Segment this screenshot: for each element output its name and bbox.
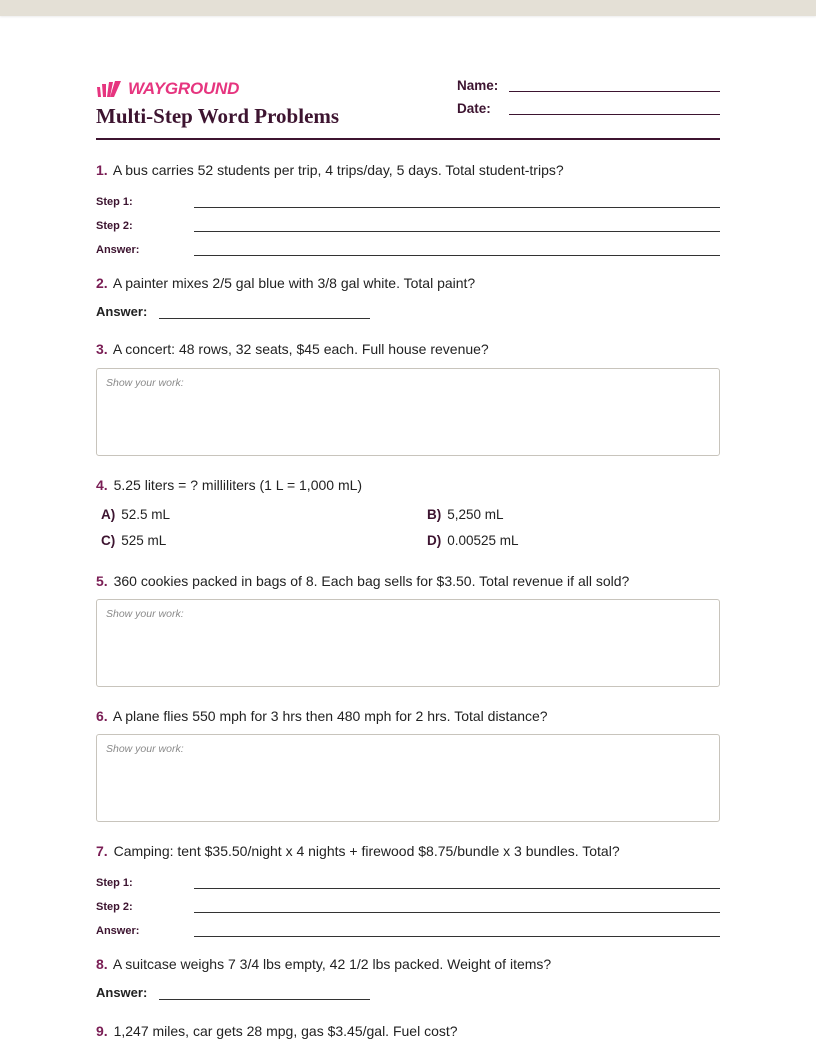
brand (96, 79, 239, 99)
question-4 (96, 477, 720, 493)
question-8 (96, 956, 720, 972)
question-number: 2. (96, 275, 108, 291)
worksheet-page (96, 16, 720, 1039)
question-9 (96, 1023, 720, 1039)
date-field (457, 100, 720, 116)
option-text: 52.5 mL (121, 507, 171, 522)
question-number: 9. (96, 1023, 108, 1039)
question-text: A bus carries 52 students per trip, 4 trips/day, 5 days. Total student-trips? (112, 162, 564, 178)
question-number: 4. (96, 477, 108, 493)
step-1-row (96, 192, 720, 216)
question-text: 1,247 miles, car gets 28 mpg, gas $3.45/gal. Fuel cost? (113, 1023, 458, 1039)
question-text: 360 cookies packed in bags of 8. Each bag sells for $3.50. Total revenue if all sold? (113, 573, 630, 589)
name-line[interactable] (509, 77, 720, 92)
question-text: A suitcase weighs 7 3/4 lbs empty, 42 1/2 lbs packed. Weight of items? (112, 956, 552, 972)
option-letter: D) (427, 533, 442, 548)
option-d[interactable] (427, 533, 519, 548)
work-box-hint: Show your work: (106, 377, 184, 389)
question-number: 8. (96, 956, 108, 972)
brand-name: WAYGROUND (128, 79, 240, 98)
option-letter: C) (101, 533, 116, 548)
question-2 (96, 275, 720, 291)
answer-row (96, 240, 720, 264)
step-1-label: Step 1: (96, 196, 133, 208)
option-b[interactable] (427, 507, 504, 522)
question-5 (96, 573, 720, 589)
step-2-line[interactable] (194, 912, 720, 913)
step-1-row (96, 873, 720, 897)
option-text: 5,250 mL (447, 507, 504, 522)
work-box-hint: Show your work: (106, 743, 184, 755)
question-number: 5. (96, 573, 108, 589)
question-7 (96, 843, 720, 859)
step-1-label: Step 1: (96, 877, 133, 889)
step-2-label: Step 2: (96, 901, 133, 913)
answer-row (96, 302, 396, 322)
work-box[interactable] (96, 368, 720, 456)
question-3 (96, 341, 720, 357)
top-strip (0, 0, 816, 16)
step-2-row (96, 216, 720, 240)
option-c[interactable] (101, 533, 166, 548)
question-number: 1. (96, 162, 108, 178)
question-number: 7. (96, 843, 108, 859)
page-title: Multi-Step Word Problems (96, 104, 340, 128)
date-label: Date: (457, 101, 491, 116)
question-text: A painter mixes 2/5 gal blue with 3/8 gal white. Total paint? (112, 275, 476, 291)
step-2-line[interactable] (194, 231, 720, 232)
header-divider (96, 138, 720, 140)
question-number: 3. (96, 341, 108, 357)
step-1-line[interactable] (194, 888, 720, 889)
answer-label: Answer: (96, 925, 140, 937)
date-line[interactable] (509, 100, 720, 115)
question-number: 6. (96, 708, 108, 724)
question-6 (96, 708, 720, 724)
answer-line[interactable] (159, 999, 370, 1000)
step-2-row (96, 897, 720, 921)
name-label: Name: (457, 78, 499, 93)
step-1-line[interactable] (194, 207, 720, 208)
option-text: 0.00525 mL (447, 533, 519, 548)
question-1 (96, 162, 720, 178)
answer-label: Answer: (96, 244, 140, 256)
answer-line[interactable] (194, 255, 720, 256)
answer-row (96, 921, 720, 945)
step-2-label: Step 2: (96, 220, 133, 232)
option-a[interactable] (101, 507, 170, 522)
answer-line[interactable] (159, 318, 370, 319)
name-field (457, 77, 720, 93)
work-box[interactable] (96, 734, 720, 822)
answer-label: Answer: (96, 304, 148, 319)
work-box[interactable] (96, 599, 720, 687)
option-letter: B) (427, 507, 442, 522)
question-text: A concert: 48 rows, 32 seats, $45 each. Full house revenue? (112, 341, 489, 357)
option-text: 525 mL (121, 533, 167, 548)
answer-label: Answer: (96, 985, 148, 1000)
question-text: 5.25 liters = ? milliliters (1 L = 1,000 mL) (113, 477, 363, 493)
question-text: A plane flies 550 mph for 3 hrs then 480 mph for 2 hrs. Total distance? (112, 708, 548, 724)
answer-line[interactable] (194, 936, 720, 937)
question-text: Camping: tent $35.50/night x 4 nights + firewood $8.75/bundle x 3 bundles. Total? (113, 843, 620, 859)
answer-row (96, 983, 396, 1003)
work-box-hint: Show your work: (106, 608, 184, 620)
brand-logo-icon (96, 80, 122, 98)
option-letter: A) (101, 507, 116, 522)
worksheet-header (96, 16, 720, 140)
